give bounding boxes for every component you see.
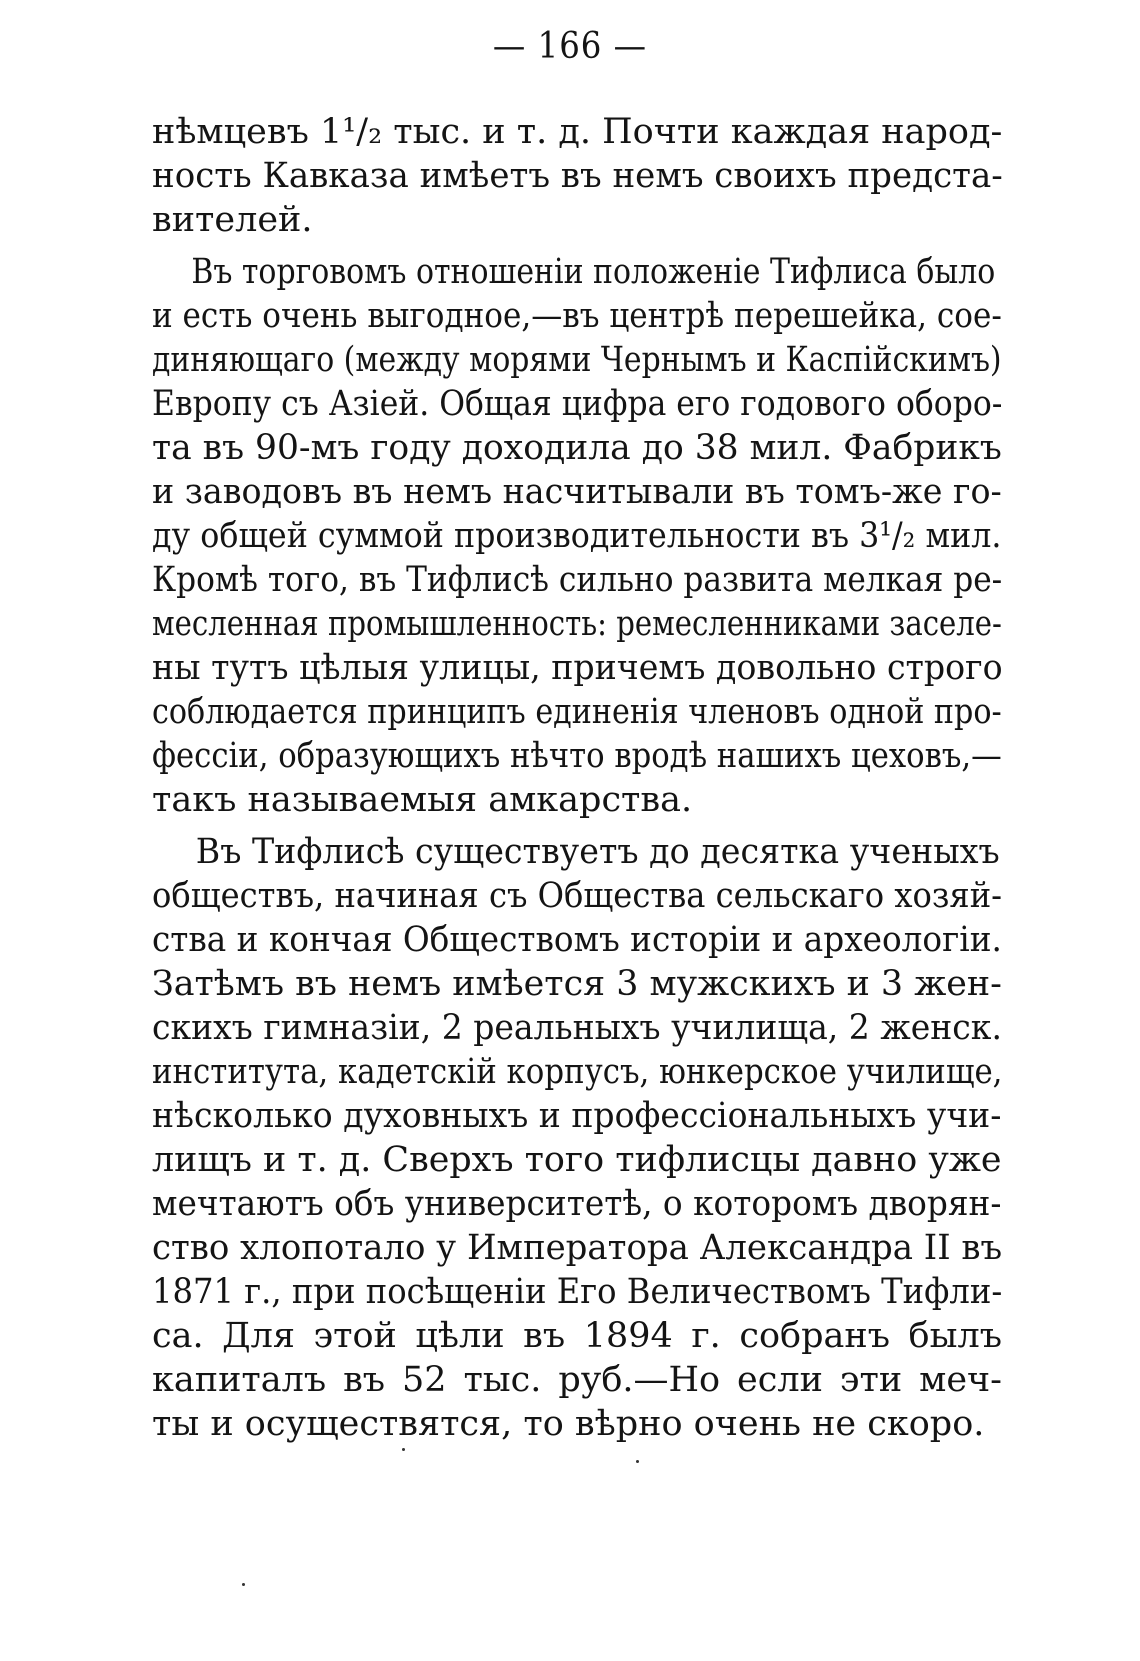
- page-number: — 166 —: [492, 26, 648, 67]
- text-line: такъ называемыя амкарства.: [152, 780, 693, 820]
- text-line: месленная промышленность: ремесленниками заселе-: [152, 604, 1002, 644]
- paragraph: [152, 830, 1002, 1446]
- text-line: 1871 г., при посѣщеніи Его Величествомъ Тифли-: [152, 1272, 1003, 1312]
- text-line: мечтаютъ объ университетѣ, о которомъ дворян-: [152, 1184, 1002, 1224]
- text-line: ты и осуществятся, то вѣрно очень не скоро.: [152, 1404, 985, 1444]
- text-line: ства и кончая Обществомъ исторіи и археологіи.: [152, 920, 1002, 960]
- text-line: и есть очень выгодное,—въ центрѣ перешейка, сое-: [152, 296, 1002, 336]
- text-line: Кромѣ того, въ Тифлисѣ сильно развита мелкая ре-: [152, 560, 1003, 600]
- text-line: Въ торговомъ отношеніи положеніе Тифлиса было: [191, 252, 996, 292]
- text-line: диняющаго (между морями Чернымъ и Каспійскимъ): [152, 340, 1002, 380]
- text-line: Европу съ Азіей. Общая цифра его годового оборо-: [152, 384, 1003, 424]
- text-line: лищъ и т. д. Сверхъ того тифлисцы давно уже: [152, 1140, 1002, 1180]
- text-line: ду общей суммой производительности въ 3¹/₂ мил.: [152, 516, 1002, 556]
- text-line: са. Для этой цѣли въ 1894 г. собранъ былъ: [152, 1316, 1002, 1356]
- text-line: обществъ, начиная съ Общества сельскаго хозяй-: [152, 876, 1003, 916]
- print-speck: [636, 1460, 639, 1463]
- text-line: ность Кавказа имѣетъ въ немъ своихъ предста-: [152, 156, 1003, 196]
- text-line: та въ 90-мъ году доходила до 38 мил. Фабрикъ: [152, 428, 1002, 468]
- text-line: капиталъ въ 52 тыс. руб.—Но если эти меч-: [152, 1360, 1002, 1400]
- paragraph: [152, 250, 1002, 822]
- text-line: вителей.: [152, 200, 313, 240]
- text-line: ство хлопотало у Императора Александра II въ: [152, 1228, 1003, 1268]
- text-line: Въ Тифлисѣ существуетъ до десятка ученыхъ: [195, 832, 1000, 872]
- text-line: нѣмцевъ 1¹/₂ тыс. и т. д. Почти каждая народ-: [152, 112, 1003, 152]
- text-line: фессіи, образующихъ нѣчто вродѣ нашихъ цеховъ,—: [152, 736, 1002, 776]
- text-line: скихъ гимназіи, 2 реальныхъ училища, 2 женск.: [152, 1008, 1002, 1048]
- text-line: Затѣмъ въ немъ имѣется 3 мужскихъ и 3 жен-: [152, 964, 1002, 1004]
- body-text: [152, 110, 1002, 1446]
- text-line: института, кадетскій корпусъ, юнкерское училище,: [152, 1052, 1003, 1092]
- text-line: и заводовъ въ немъ насчитывали въ томъ-же го-: [152, 472, 1002, 512]
- print-speck: [242, 1583, 245, 1586]
- print-speck: [402, 1448, 405, 1451]
- text-line: соблюдается принципъ единенія членовъ одной про-: [152, 692, 1002, 732]
- text-line: ны тутъ цѣлыя улицы, причемъ довольно строго: [152, 648, 1003, 688]
- text-line: нѣсколько духовныхъ и профессіональныхъ учи-: [152, 1096, 1002, 1136]
- paragraph: [152, 110, 1002, 242]
